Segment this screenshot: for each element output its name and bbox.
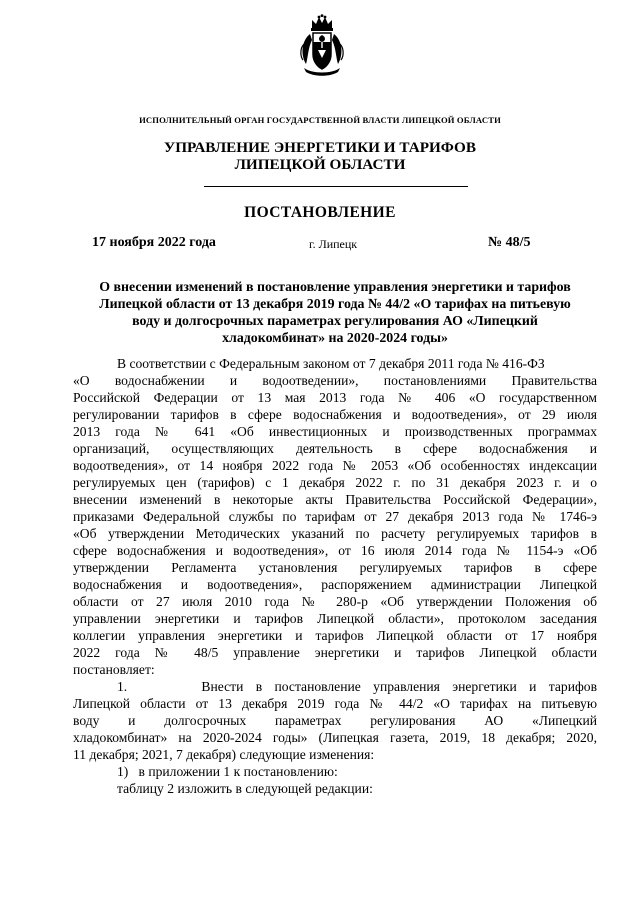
item-line: воду и долгосрочных параметрах регулирования АО «Липецкий	[73, 713, 597, 728]
preamble-line: области от 27 июля 2010 года № 280-р «Об утверждении Положения об	[73, 594, 597, 609]
document-city: г. Липецк	[309, 237, 358, 251]
preamble-line: постановляет:	[73, 662, 155, 677]
preamble-line: утверждении Регламента установления регулируемых тарифов в сфере	[73, 560, 597, 575]
title-line: хладокомбинат» на 2020-2024 годы»	[222, 331, 448, 346]
department-line: ЛИПЕЦКОЙ ОБЛАСТИ	[234, 156, 406, 173]
preamble-line: коллегии управления энергетики и тарифов Липецкой области от 17 ноября	[73, 628, 597, 643]
document-type: ПОСТАНОВЛЕНИЕ	[244, 204, 396, 221]
coat-of-arms-icon	[298, 14, 346, 78]
preamble-line: «О водоснабжении и водоотведении», постановлениями Правительства	[73, 373, 597, 388]
document-body	[73, 355, 597, 797]
title-line: О внесении изменений в постановление управления энергетики и тарифов	[99, 280, 571, 295]
preamble-line: 2022 года № 48/5 управление энергетики и тарифов Липецкой области	[73, 645, 597, 660]
item-line: Липецкой области от 13 декабря 2019 года № 44/2 «О тарифах на питьевую	[73, 696, 597, 711]
title-line: воду и долгосрочных параметрах регулирования АО «Липецкий	[132, 314, 538, 329]
preamble-line: «Об утверждении Методических указаний по расчету регулируемых тарифов в	[73, 526, 597, 541]
preamble-line: водоотведения», от 14 ноября 2022 года № 2053 «Об особенностях индексации	[73, 458, 597, 473]
authority-line: ИСПОЛНИТЕЛЬНЫЙ ОРГАН ГОСУДАРСТВЕННОЙ ВЛАСТИ ЛИПЕЦКОЙ ОБЛАСТИ	[139, 115, 501, 125]
document-title	[70, 279, 600, 347]
preamble-line: 2013 года № 641 «Об инвестиционных и производственных программах	[73, 424, 597, 439]
title-line: Липецкой области от 13 декабря 2019 года № 44/2 «О тарифах на питьевую	[99, 297, 571, 312]
preamble-line: В соответствии с Федеральным законом от 7 декабря 2011 года № 416-ФЗ	[117, 356, 545, 371]
preamble-line: водоснабжения и водоотведения», распоряжением администрации Липецкой	[73, 577, 597, 592]
subitem-line: 1) в приложении 1 к постановлению:	[117, 764, 338, 779]
document-date: 17 ноября 2022 года	[92, 235, 216, 250]
preamble-line: организаций, осуществляющих деятельность в сфере водоснабжения и	[73, 441, 597, 456]
item-line: 11 декабря; 2021, 7 декабря) следующие изменения:	[73, 747, 375, 762]
department-name	[60, 139, 580, 173]
preamble-line: регулировании тарифов в сфере водоснабжения и водоотведения», от 29 июля	[73, 407, 597, 422]
preamble-line: сфере водоснабжения и водоотведения», от 16 июля 2014 года № 1154-э «Об	[73, 543, 597, 558]
item-line: 1. Внести в постановление управления энергетики и тарифов	[117, 679, 597, 694]
preamble-line: Российской Федерации от 13 мая 2013 года № 406 «О государственном	[73, 390, 597, 405]
preamble-line: приказами Федеральной службы по тарифам от 27 декабря 2013 года № 1746-э	[73, 509, 597, 524]
preamble-line: внесении изменений в некоторые акты Правительства Российской Федерации»,	[73, 492, 597, 507]
department-line: УПРАВЛЕНИЕ ЭНЕРГЕТИКИ И ТАРИФОВ	[164, 139, 476, 156]
subitem-line: таблицу 2 изложить в следующей редакции:	[117, 781, 373, 796]
preamble-line: управлении энергетики и тарифов Липецкой области», протоколом заседания	[73, 611, 597, 626]
header-divider	[204, 186, 468, 187]
item-line: хладокомбинат» на 2020-2024 годы» (Липецкая газета, 2019, 18 декабря; 2020,	[73, 730, 597, 745]
preamble-line: регулируемых цен (тарифов) с 1 декабря 2022 г. по 31 декабря 2023 г. и о	[73, 475, 597, 490]
document-number: № 48/5	[488, 235, 531, 250]
